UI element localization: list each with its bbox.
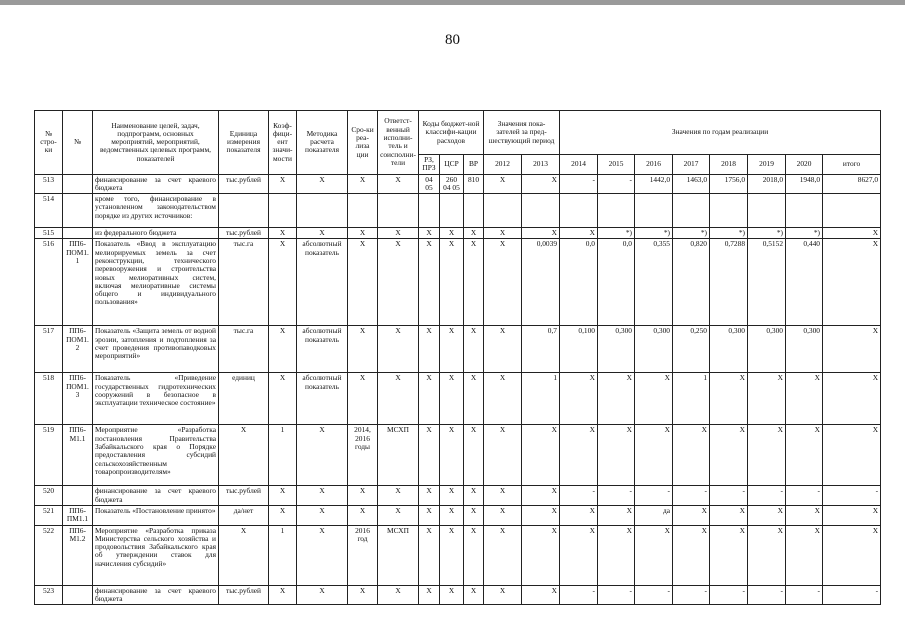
cell-y2016 — [635, 194, 673, 228]
cell-y2019 — [748, 194, 786, 228]
cell-rz: X — [419, 425, 440, 486]
cell-no — [63, 486, 93, 506]
cell-csr: X — [440, 239, 464, 326]
cell-resp: X — [378, 228, 419, 239]
cell-no — [63, 194, 93, 228]
cell-name: кроме того, финансирование в установленном законодательством порядке из других источников: — [93, 194, 219, 228]
cell-rz: X — [419, 373, 440, 425]
cell-y2018 — [710, 194, 748, 228]
cell-vr: X — [464, 326, 484, 373]
cell-vr: X — [464, 486, 484, 506]
header-2014: 2014 — [560, 155, 598, 175]
cell-method — [297, 194, 348, 228]
cell-y2016: 0,300 — [635, 326, 673, 373]
cell-y2014: 0,100 — [560, 326, 598, 373]
cell-method: абсолютный показатель — [297, 239, 348, 326]
cell-y2020: 0,440 — [786, 239, 823, 326]
cell-y2020: X — [786, 373, 823, 425]
cell-csr: X — [440, 425, 464, 486]
cell-row: 519 — [35, 425, 63, 486]
header-name: Наименование целей, задач, подпрограмм, основных мероприятий, мероприятий, ведомственных целевых программ, показателей — [93, 111, 219, 175]
cell-rz: X — [419, 525, 440, 585]
cell-total: X — [823, 239, 881, 326]
cell-y2015: - — [598, 486, 635, 506]
cell-no — [63, 228, 93, 239]
cell-coef: 1 — [269, 525, 297, 585]
cell-y2014: X — [560, 425, 598, 486]
header-csr: ЦСР — [440, 155, 464, 175]
cell-y2012: X — [484, 585, 522, 605]
cell-method: абсолютный показатель — [297, 373, 348, 425]
cell-resp: X — [378, 373, 419, 425]
table-row — [35, 505, 881, 525]
header-term: Сро-ки реа-лиза ции — [348, 111, 378, 175]
cell-y2014: X — [560, 505, 598, 525]
cell-name: из федерального бюджета — [93, 228, 219, 239]
cell-total: X — [823, 373, 881, 425]
top-border — [0, 0, 905, 5]
cell-y2020: - — [786, 585, 823, 605]
cell-vr: X — [464, 373, 484, 425]
cell-y2013: X — [522, 425, 560, 486]
cell-resp: МСХП — [378, 425, 419, 486]
cell-csr: X — [440, 585, 464, 605]
header-2017: 2017 — [673, 155, 710, 175]
cell-resp: X — [378, 486, 419, 506]
cell-term: 2016 год — [348, 525, 378, 585]
cell-no: ПП6-ПОМ1.3 — [63, 373, 93, 425]
header-year-values: Значения по годам реализации — [560, 111, 881, 155]
header-vr: ВР — [464, 155, 484, 175]
cell-csr: X — [440, 505, 464, 525]
cell-row: 522 — [35, 525, 63, 585]
cell-unit: единиц — [219, 373, 269, 425]
cell-y2017: - — [673, 486, 710, 506]
cell-vr: X — [464, 425, 484, 486]
cell-y2013: X — [522, 174, 560, 194]
cell-y2013: X — [522, 228, 560, 239]
table-row — [35, 239, 881, 326]
cell-method: X — [297, 174, 348, 194]
cell-total: X — [823, 525, 881, 585]
cell-method: X — [297, 505, 348, 525]
cell-vr: X — [464, 505, 484, 525]
cell-y2014: - — [560, 486, 598, 506]
cell-csr: X — [440, 373, 464, 425]
table-row — [35, 525, 881, 585]
cell-vr: 810 — [464, 174, 484, 194]
cell-total: X — [823, 326, 881, 373]
cell-y2012: X — [484, 326, 522, 373]
table-row — [35, 326, 881, 373]
cell-y2017: 1463,0 — [673, 174, 710, 194]
cell-name: Мероприятие «Разработка постановления Правительства Забайкальского края о Порядке предоставления субсидий сельскохозяйственным товаропроизводителям» — [93, 425, 219, 486]
cell-unit: тыс.рублей — [219, 228, 269, 239]
cell-y2015: X — [598, 373, 635, 425]
cell-row: 520 — [35, 486, 63, 506]
cell-y2016: X — [635, 425, 673, 486]
cell-row: 518 — [35, 373, 63, 425]
cell-coef: X — [269, 228, 297, 239]
cell-name: Показатель «Постановление принято» — [93, 505, 219, 525]
cell-y2015: 0,0 — [598, 239, 635, 326]
cell-y2020: *) — [786, 228, 823, 239]
cell-rz: X — [419, 505, 440, 525]
cell-y2019: 0,300 — [748, 326, 786, 373]
cell-y2012: X — [484, 239, 522, 326]
cell-y2014: - — [560, 585, 598, 605]
cell-vr: X — [464, 228, 484, 239]
cell-name: финансирование за счет краевого бюджета — [93, 174, 219, 194]
cell-unit: тыс.га — [219, 326, 269, 373]
cell-y2015: *) — [598, 228, 635, 239]
cell-no: ПП6-ПОМ1.2 — [63, 326, 93, 373]
cell-row: 517 — [35, 326, 63, 373]
table-row — [35, 425, 881, 486]
cell-name: финансирование за счет краевого бюджета — [93, 486, 219, 506]
cell-y2012: X — [484, 228, 522, 239]
cell-y2013: X — [522, 505, 560, 525]
cell-y2020: X — [786, 505, 823, 525]
header-base-values: Значения пока-зателей за пред-шествующий период — [484, 111, 560, 155]
cell-y2017: - — [673, 585, 710, 605]
cell-rz: X — [419, 239, 440, 326]
cell-y2016: 1442,0 — [635, 174, 673, 194]
cell-no: ПП6-ПОМ1.1 — [63, 239, 93, 326]
cell-rz: X — [419, 326, 440, 373]
cell-y2018: - — [710, 585, 748, 605]
cell-y2020: 0,300 — [786, 326, 823, 373]
cell-resp: X — [378, 585, 419, 605]
cell-y2020 — [786, 194, 823, 228]
cell-row: 514 — [35, 194, 63, 228]
cell-y2012: X — [484, 373, 522, 425]
header-budget-codes: Коды бюджет-ной классифи-кации расходов — [419, 111, 484, 155]
header-2012: 2012 — [484, 155, 522, 175]
page-number: 80 — [445, 32, 460, 48]
cell-csr: 260 04 05 — [440, 174, 464, 194]
cell-y2015: X — [598, 525, 635, 585]
cell-name: финансирование за счет краевого бюджета — [93, 585, 219, 605]
cell-y2016: X — [635, 373, 673, 425]
cell-y2017: *) — [673, 228, 710, 239]
cell-coef: X — [269, 373, 297, 425]
cell-y2016: *) — [635, 228, 673, 239]
header-2018: 2018 — [710, 155, 748, 175]
table-row — [35, 585, 881, 605]
cell-y2017: X — [673, 505, 710, 525]
cell-name: Показатель «Защита земель от водной эрозии, затопления и подтопления за счет проведения противопаводковых мероприятий» — [93, 326, 219, 373]
cell-y2020: - — [786, 486, 823, 506]
header-method: Методика расчета показателя — [297, 111, 348, 175]
cell-y2017: X — [673, 425, 710, 486]
cell-coef: X — [269, 486, 297, 506]
cell-csr: X — [440, 228, 464, 239]
cell-method: X — [297, 585, 348, 605]
cell-no: ПП6-ПМ1.1 — [63, 505, 93, 525]
cell-y2013: X — [522, 486, 560, 506]
cell-csr: X — [440, 486, 464, 506]
cell-y2013: 1 — [522, 373, 560, 425]
header-2019: 2019 — [748, 155, 786, 175]
table-row — [35, 228, 881, 239]
cell-y2014: X — [560, 373, 598, 425]
cell-term: X — [348, 239, 378, 326]
cell-coef: X — [269, 326, 297, 373]
cell-y2019: - — [748, 585, 786, 605]
cell-y2017: 0,820 — [673, 239, 710, 326]
cell-term: X — [348, 326, 378, 373]
cell-y2018: X — [710, 373, 748, 425]
cell-y2018: *) — [710, 228, 748, 239]
cell-y2019: 0,5152 — [748, 239, 786, 326]
cell-y2015: X — [598, 425, 635, 486]
cell-y2014: - — [560, 174, 598, 194]
cell-y2018: - — [710, 486, 748, 506]
cell-total: - — [823, 585, 881, 605]
header-total: итого — [823, 155, 881, 175]
cell-coef: X — [269, 239, 297, 326]
cell-coef: 1 — [269, 425, 297, 486]
cell-y2014 — [560, 194, 598, 228]
cell-y2014: X — [560, 525, 598, 585]
table-row — [35, 373, 881, 425]
cell-method: X — [297, 486, 348, 506]
cell-name: Мероприятие «Разработка приказа Министерства сельского хозяйства и продовольствия Забайкальского края об утверждении ставок для начисления субсидий» — [93, 525, 219, 585]
cell-no: ПП6-М1.1 — [63, 425, 93, 486]
cell-y2017 — [673, 194, 710, 228]
cell-csr — [440, 194, 464, 228]
cell-y2012: X — [484, 425, 522, 486]
cell-y2012: X — [484, 486, 522, 506]
cell-resp — [378, 194, 419, 228]
cell-y2013 — [522, 194, 560, 228]
cell-row: 515 — [35, 228, 63, 239]
cell-vr: X — [464, 525, 484, 585]
cell-coef: X — [269, 174, 297, 194]
cell-y2012 — [484, 194, 522, 228]
cell-term: X — [348, 174, 378, 194]
cell-term: X — [348, 373, 378, 425]
cell-unit: тыс.рублей — [219, 486, 269, 506]
cell-y2016: да — [635, 505, 673, 525]
table-row — [35, 174, 881, 194]
header-rz: РЗ, ПРЗ — [419, 155, 440, 175]
header-2016: 2016 — [635, 155, 673, 175]
cell-vr — [464, 194, 484, 228]
cell-coef: X — [269, 585, 297, 605]
cell-y2020: X — [786, 525, 823, 585]
cell-unit: да/нет — [219, 505, 269, 525]
cell-vr: X — [464, 585, 484, 605]
header-2020: 2020 — [786, 155, 823, 175]
cell-y2012: X — [484, 525, 522, 585]
cell-y2014: X — [560, 228, 598, 239]
cell-row: 523 — [35, 585, 63, 605]
cell-unit: X — [219, 525, 269, 585]
cell-y2017: X — [673, 525, 710, 585]
cell-resp: X — [378, 174, 419, 194]
cell-y2019: X — [748, 425, 786, 486]
cell-y2018: 1756,0 — [710, 174, 748, 194]
cell-y2019: X — [748, 525, 786, 585]
cell-y2018: 0,7288 — [710, 239, 748, 326]
cell-y2015: 0,300 — [598, 326, 635, 373]
header-coef: Коэф-фици-ент значи-мости — [269, 111, 297, 175]
cell-y2016: - — [635, 585, 673, 605]
cell-y2012: X — [484, 174, 522, 194]
cell-y2014: 0,0 — [560, 239, 598, 326]
cell-resp: МСХП — [378, 525, 419, 585]
cell-row: 516 — [35, 239, 63, 326]
cell-term: 2014, 2016 годы — [348, 425, 378, 486]
cell-total: X — [823, 425, 881, 486]
cell-rz — [419, 194, 440, 228]
cell-vr: X — [464, 239, 484, 326]
cell-name: Показатель «Приведение государственных гидротехнических сооружений в безопасное в эксплуатации техническое состояние» — [93, 373, 219, 425]
cell-y2020: 1948,0 — [786, 174, 823, 194]
program-table — [34, 110, 881, 605]
cell-y2019: - — [748, 486, 786, 506]
cell-row: 521 — [35, 505, 63, 525]
cell-y2019: 2018,0 — [748, 174, 786, 194]
header-no: № — [63, 111, 93, 175]
cell-y2019: X — [748, 505, 786, 525]
cell-method: абсолютный показатель — [297, 326, 348, 373]
cell-rz: X — [419, 585, 440, 605]
cell-resp: X — [378, 505, 419, 525]
cell-y2016: X — [635, 525, 673, 585]
cell-csr: X — [440, 525, 464, 585]
cell-y2015 — [598, 194, 635, 228]
cell-total — [823, 194, 881, 228]
cell-y2013: X — [522, 525, 560, 585]
table-row — [35, 486, 881, 506]
header-2013: 2013 — [522, 155, 560, 175]
cell-no — [63, 585, 93, 605]
cell-no: ПП6-М1.2 — [63, 525, 93, 585]
cell-term: X — [348, 505, 378, 525]
cell-method: X — [297, 425, 348, 486]
cell-resp: X — [378, 326, 419, 373]
cell-y2018: X — [710, 505, 748, 525]
cell-rz: X — [419, 228, 440, 239]
table-row — [35, 194, 881, 228]
cell-y2015: - — [598, 585, 635, 605]
header-unit: Единица измерения показателя — [219, 111, 269, 175]
cell-y2016: 0,355 — [635, 239, 673, 326]
cell-method: X — [297, 525, 348, 585]
cell-y2017: 1 — [673, 373, 710, 425]
cell-csr: X — [440, 326, 464, 373]
cell-y2013: 0,7 — [522, 326, 560, 373]
cell-y2016: - — [635, 486, 673, 506]
cell-total: X — [823, 228, 881, 239]
cell-method: X — [297, 228, 348, 239]
cell-term: X — [348, 228, 378, 239]
cell-unit: тыс.рублей — [219, 585, 269, 605]
header-responsible: Ответст-венный исполни-тель и соисполни-тели — [378, 111, 419, 175]
cell-y2013: 0,0039 — [522, 239, 560, 326]
cell-y2019: X — [748, 373, 786, 425]
cell-rz: 04 05 — [419, 174, 440, 194]
cell-resp: X — [378, 239, 419, 326]
cell-unit: тыс.га — [219, 239, 269, 326]
cell-coef — [269, 194, 297, 228]
cell-coef: X — [269, 505, 297, 525]
cell-unit: X — [219, 425, 269, 486]
cell-rz: X — [419, 486, 440, 506]
header-2015: 2015 — [598, 155, 635, 175]
cell-term: X — [348, 486, 378, 506]
cell-term — [348, 194, 378, 228]
cell-y2018: 0,300 — [710, 326, 748, 373]
cell-y2017: 0,250 — [673, 326, 710, 373]
cell-y2020: X — [786, 425, 823, 486]
cell-term: X — [348, 585, 378, 605]
cell-y2019: *) — [748, 228, 786, 239]
cell-y2015: - — [598, 174, 635, 194]
cell-no — [63, 174, 93, 194]
cell-y2018: X — [710, 525, 748, 585]
cell-total: 8627,0 — [823, 174, 881, 194]
cell-unit: тыс.рублей — [219, 174, 269, 194]
cell-y2012: X — [484, 505, 522, 525]
cell-name: Показатель «Ввод в эксплуатацию мелиорируемых земель за счет реконструкции, технического перевооружения и строительства новых мелиоративных систем, включая мелиоративные системы общего и индивидуального пользования» — [93, 239, 219, 326]
cell-total: - — [823, 486, 881, 506]
cell-y2018: X — [710, 425, 748, 486]
cell-row: 513 — [35, 174, 63, 194]
cell-unit — [219, 194, 269, 228]
cell-y2015: X — [598, 505, 635, 525]
header-row-no: № стро-ки — [35, 111, 63, 175]
cell-total: X — [823, 505, 881, 525]
cell-y2013: X — [522, 585, 560, 605]
